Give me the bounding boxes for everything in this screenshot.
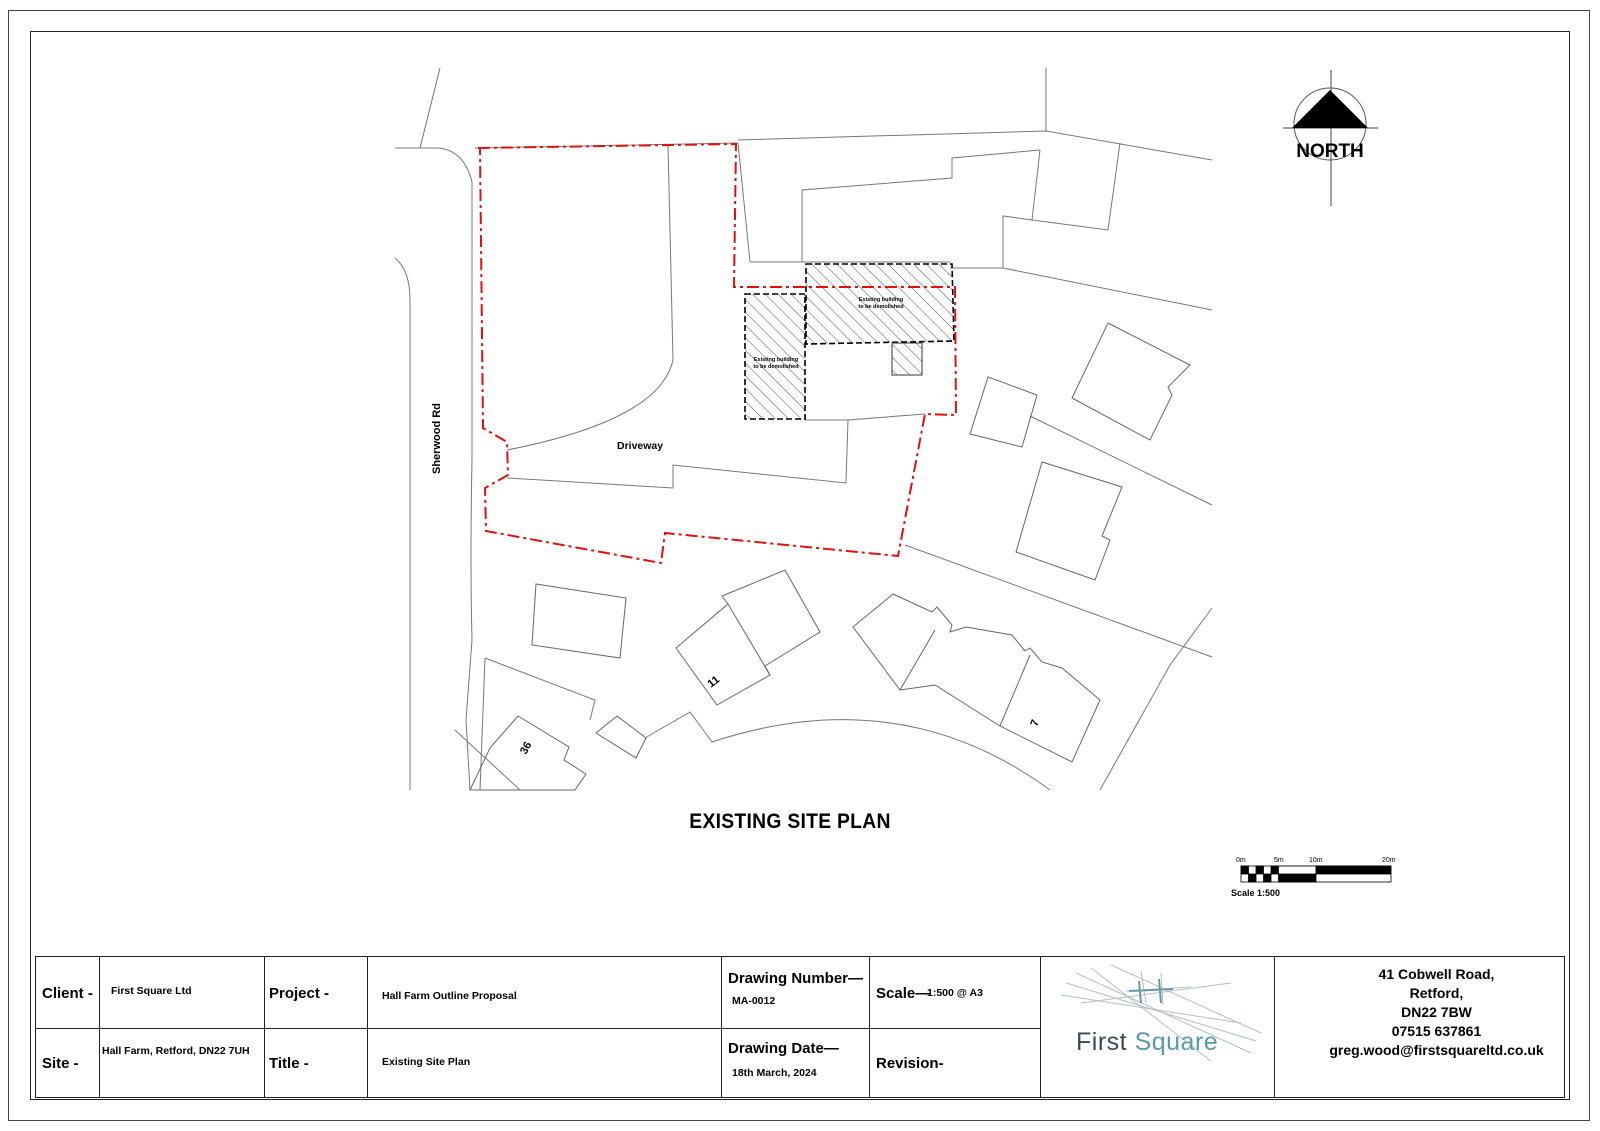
- scale-tick-20m: 20m: [1382, 857, 1396, 864]
- logo-word-square: Square: [1134, 1028, 1219, 1056]
- drawing-date-label: Drawing Date—: [728, 1040, 839, 1057]
- scale-label: Scale—: [876, 985, 931, 1002]
- title-block: [35, 956, 1565, 1098]
- tb-divider: [264, 957, 265, 1097]
- project-value: Hall Farm Outline Proposal: [382, 990, 517, 1002]
- scale-bar-label: Scale 1:500: [1231, 888, 1281, 898]
- title-label: Title -: [269, 1055, 309, 1072]
- site-boundary: [478, 144, 956, 563]
- tb-divider: [1274, 957, 1275, 1097]
- house-number-11: 11: [705, 673, 723, 691]
- address-line-2: Retford,: [1409, 985, 1464, 1001]
- north-label: NORTH: [1296, 141, 1364, 162]
- building-b-label-line2: to be demolished: [858, 304, 904, 310]
- north-arrow-icon: [1283, 70, 1378, 206]
- building-a-label-line2: to be demolished: [753, 364, 799, 370]
- revision-label: Revision-: [876, 1055, 944, 1072]
- building-b-label-line1: Existing building: [858, 297, 904, 303]
- drawing-number-value: MA-0012: [732, 995, 776, 1007]
- address-line-3: DN22 7BW: [1401, 1004, 1472, 1020]
- address-phone: 07515 637861: [1391, 1023, 1482, 1039]
- drawing-date-value: 18th March, 2024: [732, 1067, 817, 1079]
- house-number-7: 7: [1028, 718, 1042, 729]
- address-line-1: 41 Cobwell Road,: [1378, 966, 1495, 982]
- tb-divider: [869, 957, 870, 1097]
- site-value: Hall Farm, Retford, DN22 7UH: [102, 1045, 250, 1057]
- scale-value: 1:500 @ A3: [927, 987, 983, 999]
- tb-divider: [367, 957, 368, 1097]
- tb-divider: [1040, 957, 1041, 1097]
- address-email: greg.wood@firstsquareltd.co.uk: [1329, 1042, 1544, 1058]
- logo-word-first: First: [1076, 1028, 1128, 1056]
- client-label: Client -: [42, 985, 93, 1002]
- driveway-label: Driveway: [617, 440, 664, 452]
- company-address: [1309, 965, 1564, 1060]
- scale-tick-10m: 10m: [1309, 857, 1323, 864]
- scale-tick-0m: 0m: [1236, 857, 1246, 864]
- project-label: Project -: [269, 985, 330, 1002]
- scale-bar: [1241, 866, 1391, 882]
- drawing-number-label: Drawing Number—: [728, 970, 864, 987]
- context-linework: [395, 68, 1212, 790]
- tb-divider: [99, 957, 100, 1097]
- scale-tick-5m: 5m: [1274, 857, 1284, 864]
- tb-divider: [721, 957, 722, 1097]
- house-number-36: 36: [518, 739, 535, 757]
- title-value: Existing Site Plan: [382, 1056, 471, 1068]
- tb-row-divider: [36, 1028, 1040, 1029]
- plan-title: EXISTING SITE PLAN: [689, 810, 891, 833]
- company-logo-wordmark: [1076, 1028, 1218, 1057]
- client-value: First Square Ltd: [111, 985, 192, 997]
- building-a-label-line1: Existing building: [753, 357, 799, 363]
- site-label: Site -: [42, 1055, 79, 1072]
- road-label: Sherwood Rd: [431, 403, 443, 474]
